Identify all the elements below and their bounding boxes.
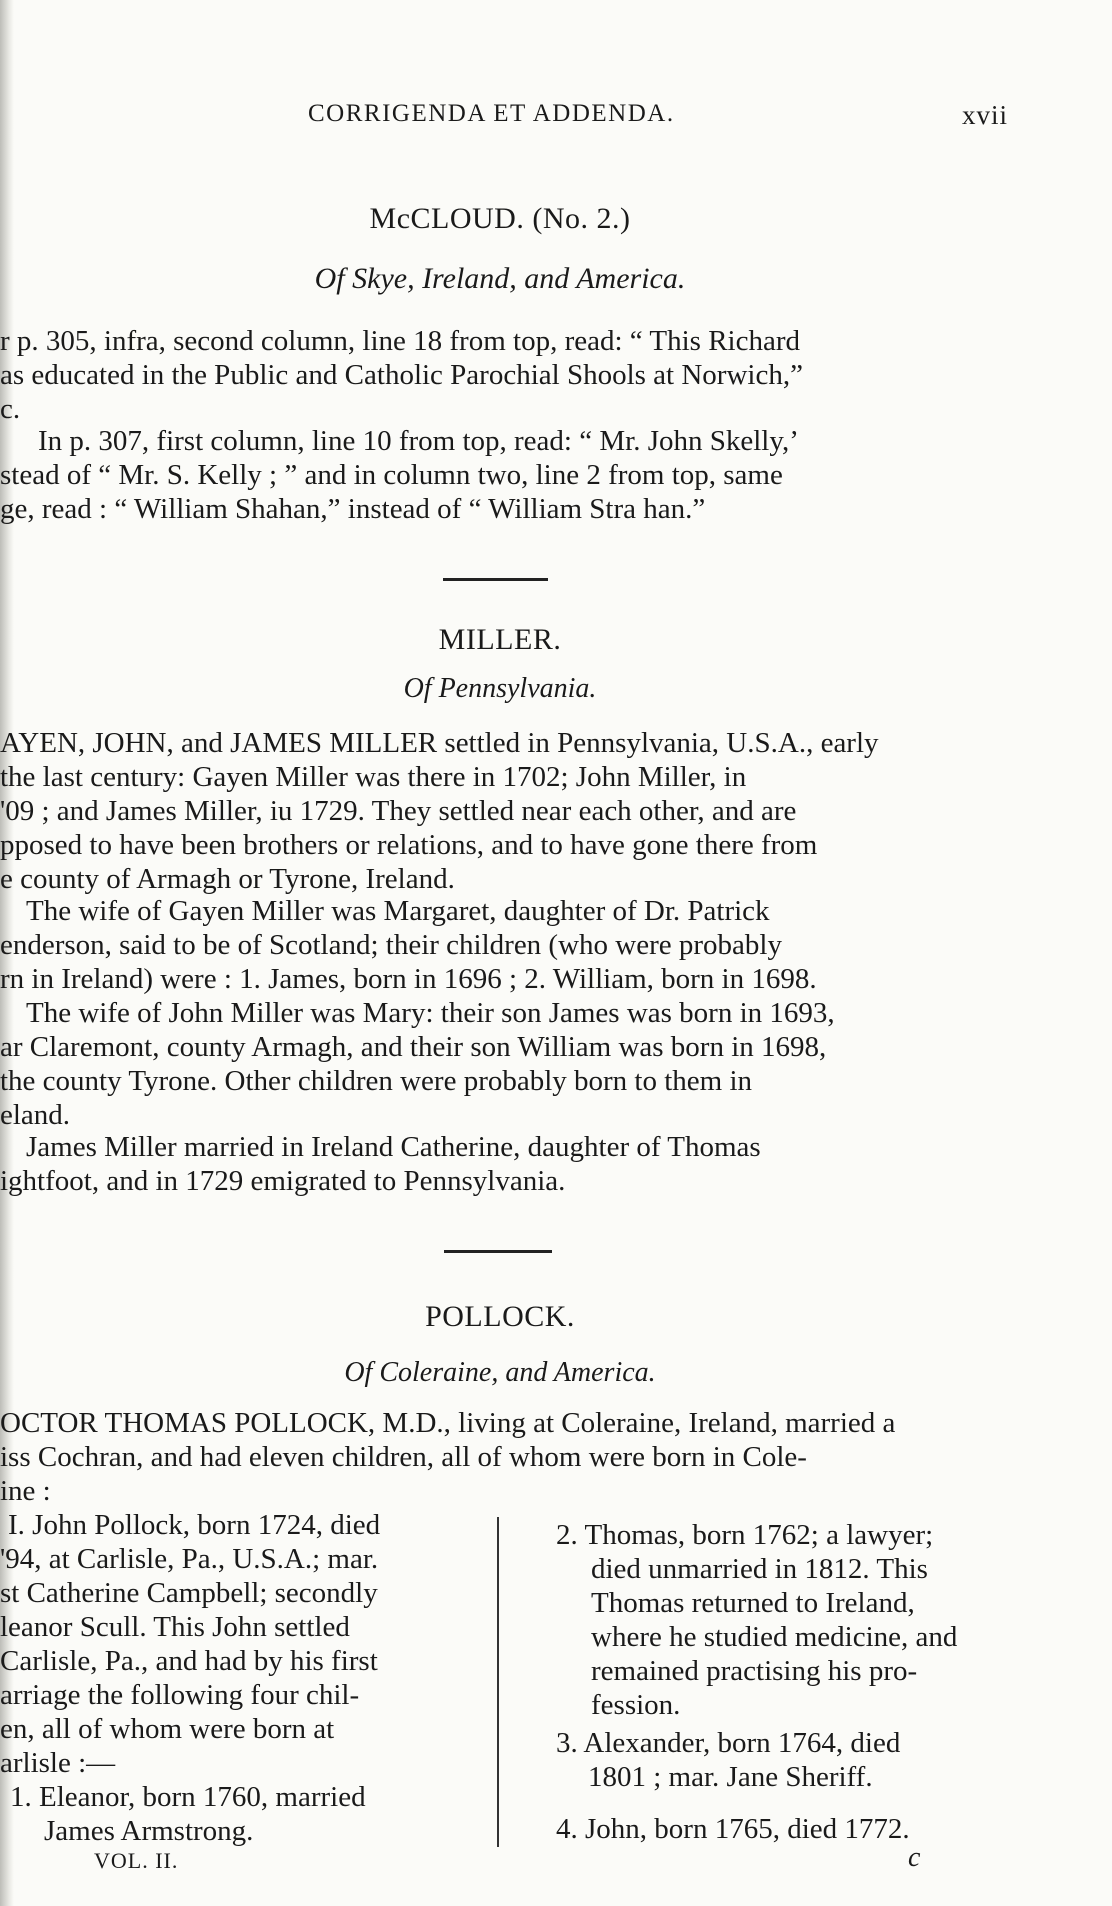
miller-title: MILLER. [438, 623, 562, 656]
text-line: Thomas returned to Ireland, [591, 1587, 915, 1619]
text-line: enderson, said to be of Scotland; their children (who were probably [0, 929, 782, 961]
text-line: e county of Armagh or Tyrone, Ireland. [0, 863, 455, 895]
column-divider [497, 1517, 499, 1847]
running-title: CORRIGENDA ET ADDENDA. [308, 100, 675, 127]
text-line: st Catherine Campbell; secondly [0, 1577, 378, 1609]
text-line: stead of “ Mr. S. Kelly ; ” and in column two, line 2 from top, same [0, 459, 783, 491]
text-line: ar Claremont, county Armagh, and their son William was born in 1698, [0, 1031, 827, 1063]
text-line: fession. [591, 1689, 681, 1721]
text-line: died unmarried in 1812. This [591, 1553, 928, 1585]
text-line: arriage the following four chil- [0, 1679, 360, 1711]
text-line: Carlisle, Pa., and had by his first [0, 1645, 378, 1677]
text-line: ine : [0, 1475, 51, 1507]
signature-mark: c [908, 1842, 921, 1873]
text-line: '09 ; and James Miller, iu 1729. They settled near each other, and are [0, 795, 797, 827]
text-line: I. John Pollock, born 1724, died [8, 1509, 381, 1541]
text-line: 1801 ; mar. Jane Sheriff. [588, 1761, 873, 1793]
text-line: as educated in the Public and Catholic Parochial Shools at Norwich,” [0, 359, 803, 391]
text-line: ightfoot, and in 1729 emigrated to Pennsylvania. [0, 1165, 566, 1197]
section-divider [444, 1250, 552, 1253]
text-line: 4. John, born 1765, died 1772. [556, 1813, 910, 1845]
mccloud-subtitle: Of Skye, Ireland, and America. [314, 262, 686, 295]
section-divider [443, 578, 548, 581]
text-line: 2. Thomas, born 1762; a lawyer; [556, 1519, 934, 1551]
text-line: arlisle :— [0, 1747, 116, 1779]
text-line: 3. Alexander, born 1764, died [556, 1727, 901, 1759]
text-line: r p. 305, infra, second column, line 18 from top, read: “ This Richard [0, 325, 800, 357]
text-line: The wife of Gayen Miller was Margaret, daughter of Dr. Patrick [26, 895, 770, 927]
text-line: 1. Eleanor, born 1760, married [10, 1781, 366, 1813]
text-line: In p. 307, first column, line 10 from top, read: “ Mr. John Skelly,’ [38, 425, 799, 457]
text-line: remained practising his pro- [591, 1655, 918, 1687]
miller-subtitle: Of Pennsylvania. [403, 673, 597, 704]
text-line: leanor Scull. This John settled [0, 1611, 350, 1643]
text-line: the county Tyrone. Other children were probably born to them in [0, 1065, 753, 1097]
text-line: James Miller married in Ireland Catherine, daughter of Thomas [26, 1131, 761, 1163]
text-line: where he studied medicine, and [591, 1621, 958, 1653]
pollock-subtitle: Of Coleraine, and America. [344, 1357, 656, 1388]
text-line: ge, read : “ William Shahan,” instead of “ William Stra han.” [0, 493, 706, 525]
text-line: en, all of whom were born at [0, 1713, 335, 1745]
mccloud-title: McCLOUD. (No. 2.) [369, 202, 631, 235]
pollock-title: POLLOCK. [425, 1300, 575, 1333]
volume-mark: VOL. II. [94, 1848, 179, 1873]
text-line: rn in Ireland) were : 1. James, born in 1696 ; 2. William, born in 1698. [0, 963, 817, 995]
text-line: iss Cochran, and had eleven children, all of whom were born in Cole- [0, 1441, 807, 1473]
text-line: pposed to have been brothers or relations, and to have gone there from [0, 829, 818, 861]
text-line: eland. [0, 1099, 71, 1131]
text-line: the last century: Gayen Miller was there in 1702; John Miller, in [0, 761, 747, 793]
text-line: James Armstrong. [44, 1815, 254, 1847]
text-line: The wife of John Miller was Mary: their son James was born in 1693, [26, 997, 835, 1029]
text-line: OCTOR THOMAS POLLOCK, M.D., living at Coleraine, Ireland, married a [0, 1407, 896, 1439]
text-line: '94, at Carlisle, Pa., U.S.A.; mar. [0, 1543, 379, 1575]
text-line: AYEN, JOHN, and JAMES MILLER settled in Pennsylvania, U.S.A., early [0, 727, 879, 759]
text-line: c. [0, 393, 21, 425]
page-number: xvii [962, 100, 1009, 130]
